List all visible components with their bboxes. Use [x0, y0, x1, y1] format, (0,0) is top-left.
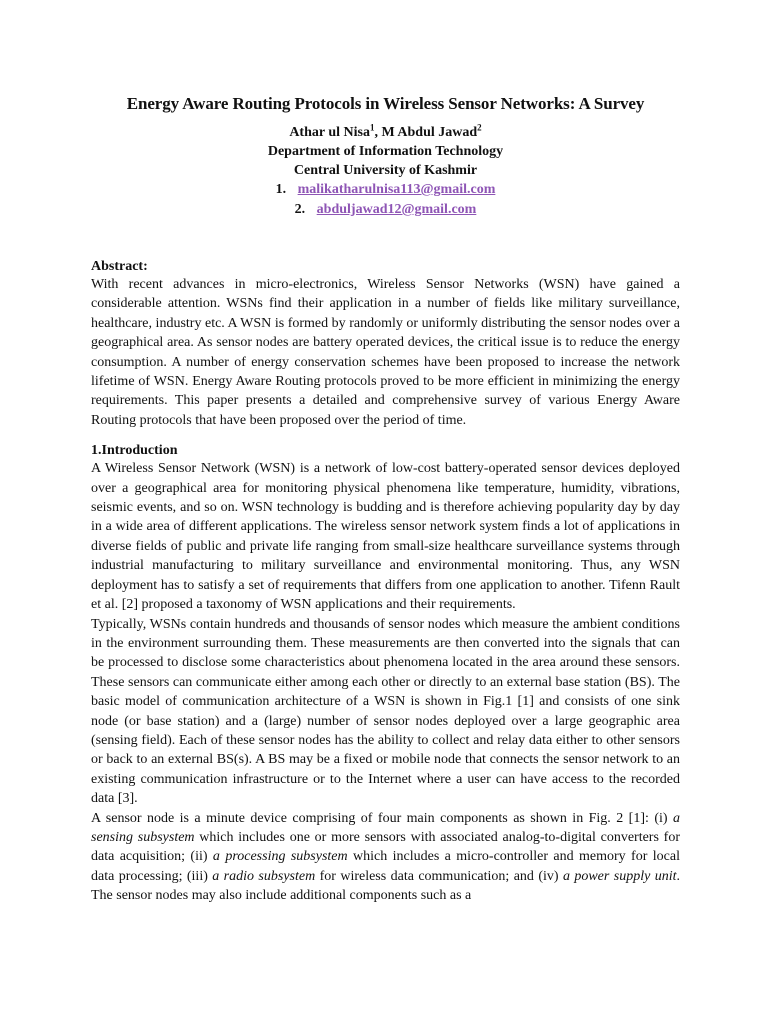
p3-emphasis-processing: a processing subsystem — [212, 849, 348, 865]
department: Department of Information Technology — [267, 144, 504, 159]
abstract-text: With recent advances in micro-electronics, Wireless Sensor Networks (WSN) have gained a considerable attention. WSNs find their application in a number of fields like military surveillance, healthcare, industry etc. A WSN is formed by randomly or uniformly distributing the sensor nodes over a geographical area. As sensor nodes are battery operated devices, the critical issue is to reduce the energy consumption. A number of energy conservation schemes have been proposed to increase the network lifetime of WSN. Energy Aware Routing protocols proved to be more efficient in minimizing the energy requirements. This paper presents a detailed and comprehensive survey of various Energy Aware Routing protocols that have been proposed over the period of time. — [91, 277, 680, 428]
p3-text-5: . The sensor nodes may also include additional components such as a — [91, 868, 680, 904]
author-name-2: M Abdul Jawad — [381, 125, 478, 140]
author-affil-1: 1 — [369, 122, 375, 133]
author-block — [91, 123, 680, 180]
author-name-1: Athar ul Nisa — [289, 125, 370, 140]
author-separator: , — [374, 125, 382, 140]
p3-text-3: which includes a micro-controller and memory for local data processing; (iii) — [91, 849, 680, 884]
email-item — [91, 180, 680, 200]
author-line — [91, 123, 680, 142]
university: Central University of Kashmir — [293, 163, 478, 178]
intro-paragraph-2: Typically, WSNs contain hundreds and thousands of sensor nodes which measure the ambient conditions in the environment surrounding them. These measurements are then converted into the signals that can be processed to disclose some characteristics about phenomena located in the area around these sensors. These sensors can communicate either among each other or directly to an external base station (BS). The basic model of communication architecture of a WSN is shown in Fig.1 [1] and consists of one sink node (or base station) and a (large) number of sensor nodes deployed over a large geographic area (sensing field). Each of these sensor nodes has the ability to collect and relay data either to other sensors or back to an external BS(s). A BS may be a fixed or mobile node that connects the sensor network to an existing communication infrastructure or to the Internet where a user can have access to the recorded data [3]. — [91, 616, 680, 807]
intro-paragraph-1: A Wireless Sensor Network (WSN) is a network of low-cost battery-operated sensor devices deployed over a geographical area for monitoring physical phenomena like temperature, humidity, vibrations, seismic events, and so on. WSN technology is budding and is therefore achieving popularity day by day in a wide area of different applications. The wireless sensor network system finds a lot of applications in diverse fields of public and private life ranging from small-size healthcare surveillance systems through industrial manufacturing to military surveillance and environmental monitoring. Thus, any WSN deployment has to satisfy a set of requirements that differs from one application to another. Tifenn Rault et al. [2] proposed a taxonomy of WSN applications and their requirements. — [91, 461, 680, 613]
intro-paragraph-3 — [91, 809, 680, 906]
p3-emphasis-power: a power supply unit — [562, 868, 677, 884]
p3-text-4: for wireless data communication; and (iv) — [315, 868, 563, 884]
email-list — [91, 180, 680, 220]
email-link-2[interactable]: abduljawad12@gmail.com — [316, 202, 477, 217]
email-item — [91, 200, 680, 220]
author-affil-2: 2 — [477, 122, 482, 133]
p3-emphasis-sensing: a sensing subsystem — [91, 810, 680, 845]
introduction-heading: 1.Introduction — [91, 443, 178, 459]
email-link-1[interactable]: malikatharulnisa113@gmail.com — [297, 182, 496, 197]
email-number: 1. — [275, 182, 287, 197]
email-number: 2. — [294, 202, 306, 217]
p3-emphasis-radio: a radio subsystem — [212, 868, 316, 884]
abstract-heading: Abstract: — [91, 259, 148, 274]
p3-text-2: which includes one or more sensors with associated analog-to-digital converters for data acquisition; (ii) — [91, 829, 680, 865]
paper-title: Energy Aware Routing Protocols in Wireless Sensor Networks: A Survey — [126, 94, 645, 113]
p3-text-1: A sensor node is a minute device comprising of four main components as shown in Fig. 2 [1]: (i) — [91, 810, 673, 826]
